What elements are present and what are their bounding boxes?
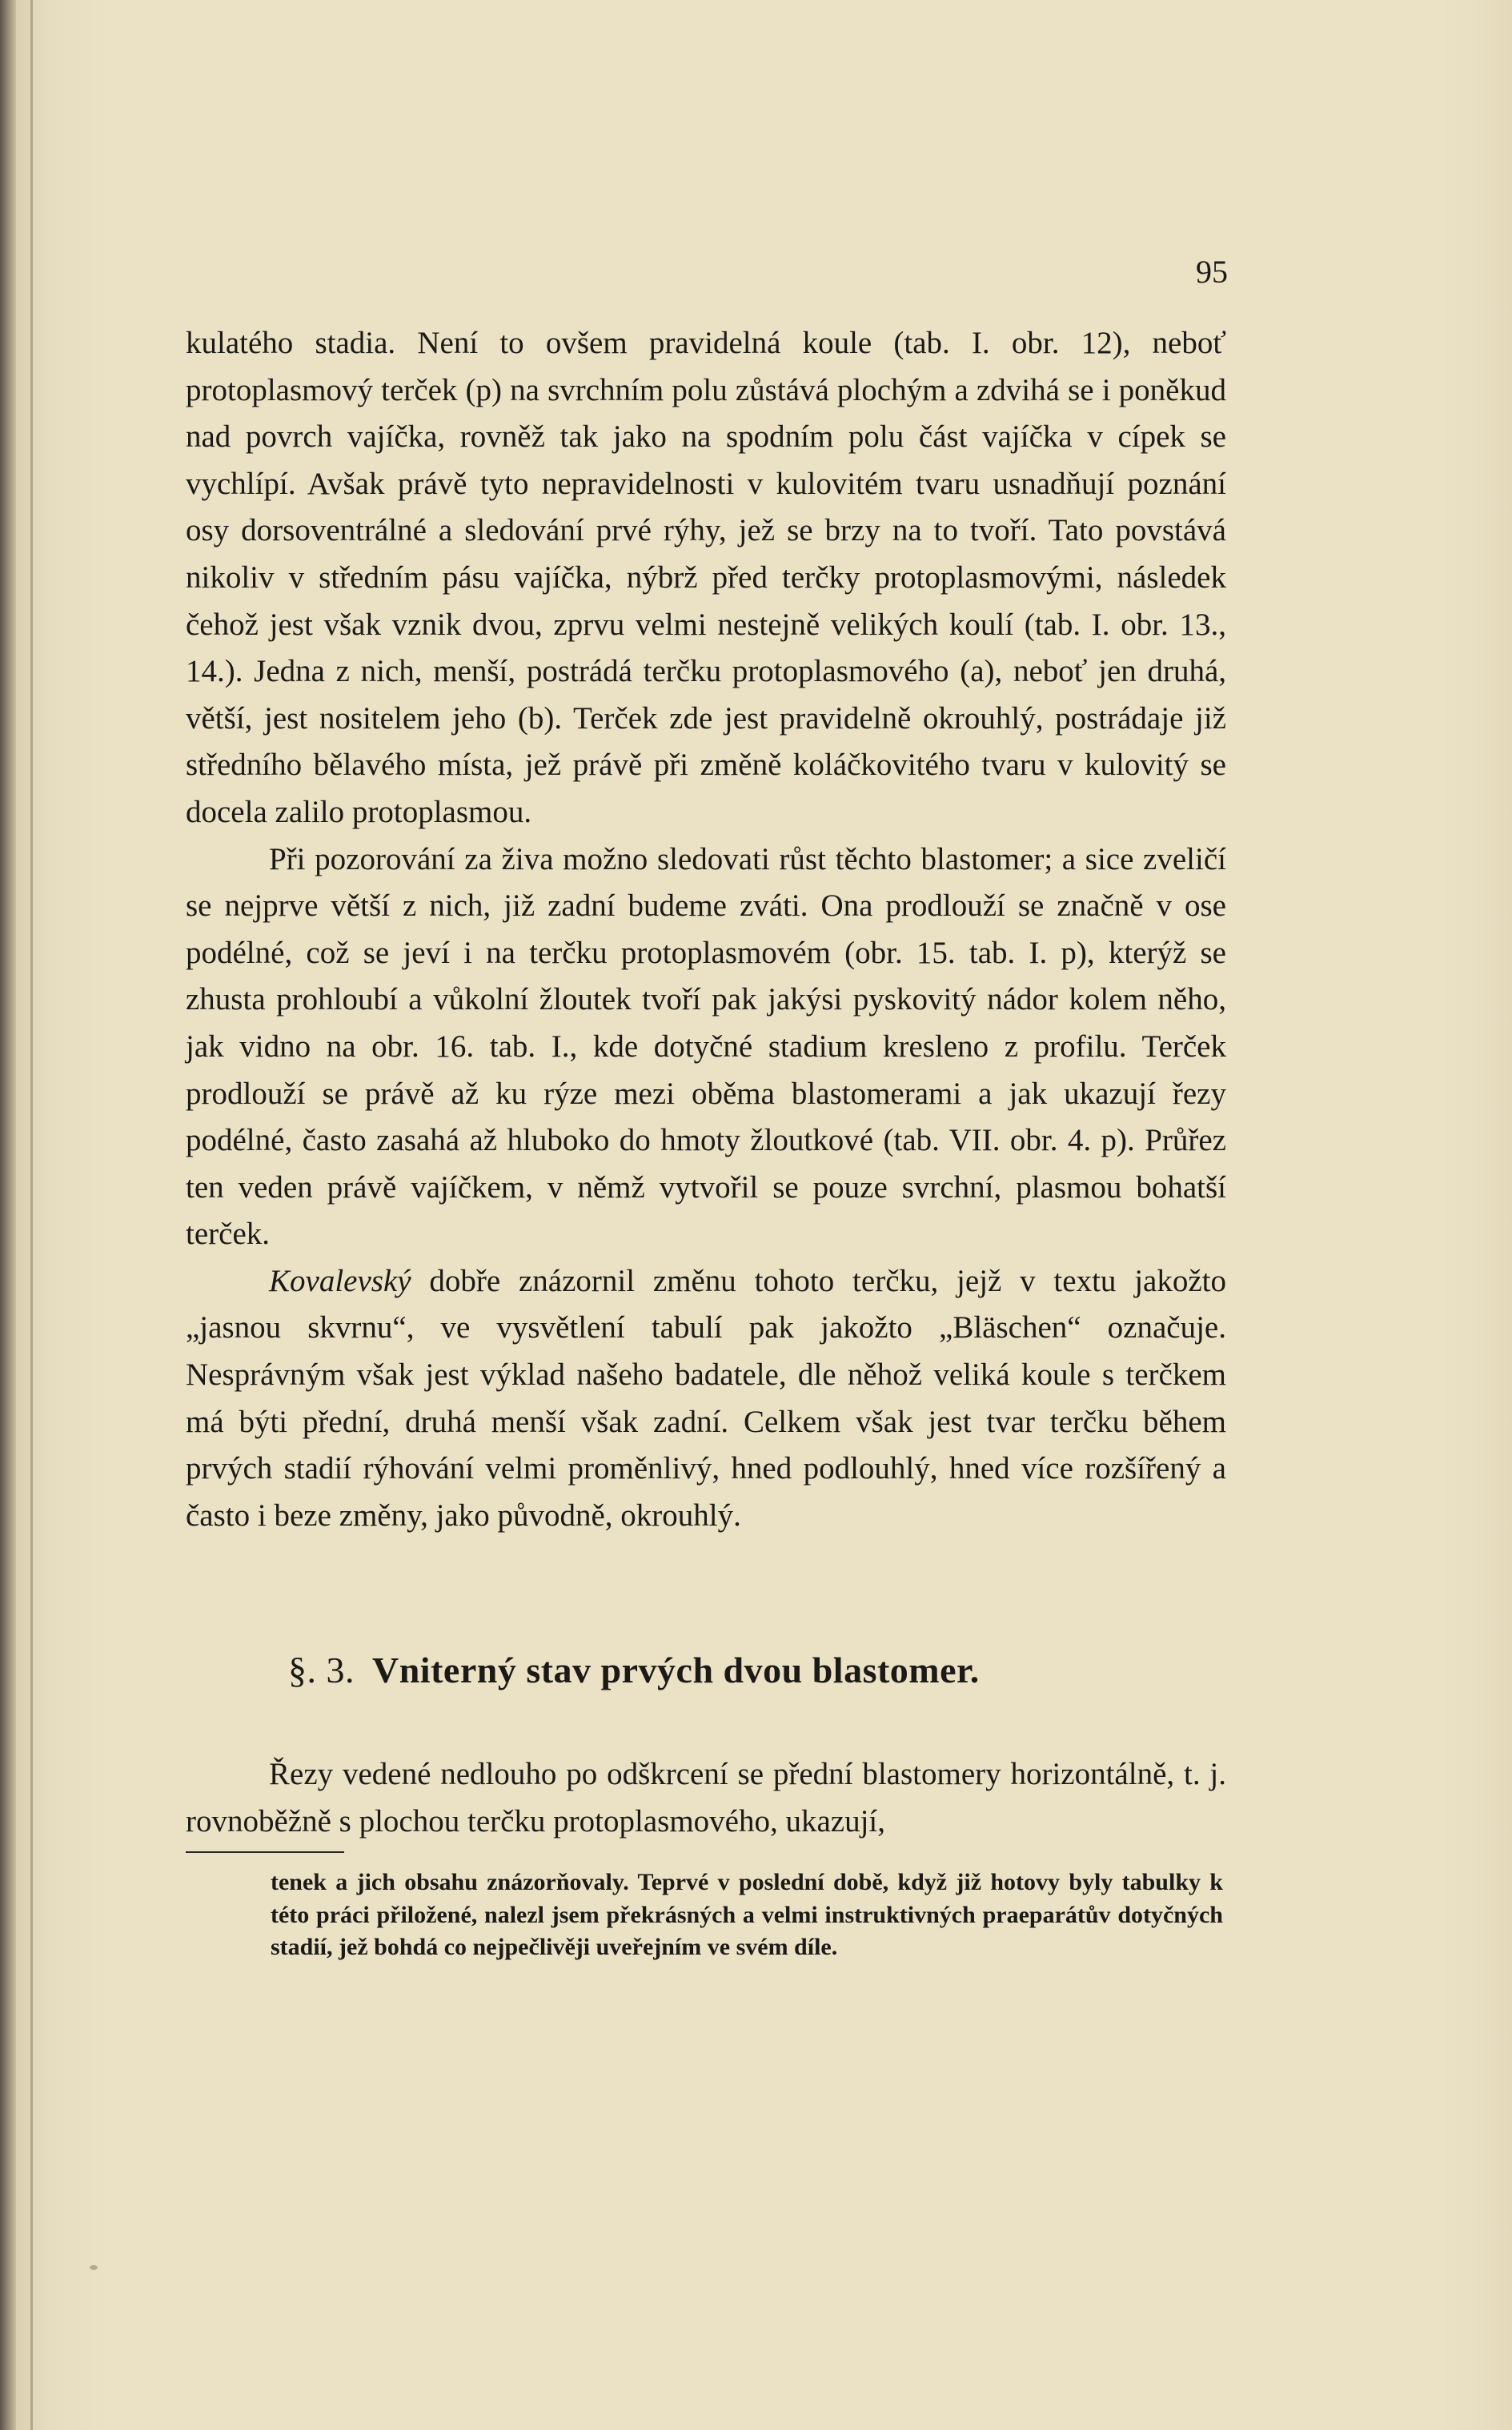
paragraph-2-text: Při pozorování za živa možno sledovati růst těchto blastomer; a sice zveličí se nejprve větší z nich, již zadní budeme zváti. Ona prodlouží se značně v ose podélné, což se jeví i na terčku protoplasmovém (obr. 15. tab. I. p), kterýž se zhusta prohloubí a vůkolní žloutek tvoří pak jakýsi pyskovitý nádor kolem něho, jak vidno na obr. 16. tab. I., kde dotyčné stadium kresleno z profilu. Terček prodlouží se právě až ku rýze mezi oběma blastomerami a jak ukazují řezy podélné, často zasahá až hluboko do hmoty žloutkové (tab. VII. obr. 4. p). Průřez ten veden právě vajíčkem, v němž vytvořil se pouze svrchní, plasmou bohatší terček.: [186, 841, 1226, 1252]
section-heading: [288, 1649, 980, 1691]
section-title: Vniterný stav prvých dvou blastomer.: [372, 1650, 980, 1690]
footnote: tenek a jich obsahu znázorňovaly. Teprvé v poslední době, když již hotovy byly tabulky k této práci přiložené, nalezl jsem překrásných a velmi instruktivných praeparátův dotyčných stadií, jež bohdá co nejpečlivěji uveřejním ve svém díle.: [271, 1869, 1223, 1960]
section-number: §. 3.: [288, 1650, 355, 1690]
book-binding-edge: [0, 0, 16, 2430]
author-name: Kovalevský: [269, 1263, 411, 1298]
page-fold-line: [30, 0, 33, 2430]
footnote-divider: [186, 1851, 344, 1853]
main-text-block: [186, 320, 1226, 1539]
section-opening-paragraph: Řezy vedené nedlouho po odškrcení se přední blastomery horizontálně, t. j. rovnoběžně s plochou terčku protoplasmového, ukazují,: [186, 1757, 1226, 1839]
paragraph-3-text: dobře znázornil změnu tohoto terčku, jejž v textu jakožto „jasnou skvrnu“, ve vysvětlení tabulí pak jakožto „Bläschen“ označuje. Nesprávným však jest výklad našeho badatele, dle něhož veliká koule s terčkem má býti přední, druhá menší však zadní. Celkem však jest tvar terčku během prvých stadií rýhování velmi proměnlivý, hned podlouhlý, hned více rozšířený a často i beze změny, jako původně, okrouhlý.: [186, 1263, 1226, 1533]
paragraph-1-text: kulatého stadia. Není to ovšem pravidelná koule (tab. I. obr. 12), neboť protoplasmový terček (p) na svrchním polu zůstává plochým a zdvihá se i poněkud nad povrch vajíčka, rovněž tak jako na spodním polu část vajíčka v cípek se vychlípí. Avšak právě tyto nepravidelnosti v kulovitém tvaru usnadňují poznání osy dorsoventrálné a sledování prvé rýhy, jež se brzy na to tvoří. Tato povstává nikoliv v středním pásu vajíčka, nýbrž před terčky protoplasmovými, následek čehož jest však vznik dvou, zprvu velmi nestejně velikých koulí (tab. I. obr. 13., 14.). Jedna z nich, menší, postrádá terčku protoplasmového (a), neboť jen druhá, větší, jest nositelem jeho (b). Terček zde jest pravidelně okrouhlý, postrádaje již středního bělavého místa, jež právě při změně koláčkovitého tvaru v kulovitý se docela zalilo protoplasmou.: [186, 326, 1226, 829]
paper-speck: [90, 2265, 98, 2270]
paragraph-2: [186, 836, 1226, 1258]
page-number: 95: [1196, 254, 1228, 290]
paragraph-3: [186, 1258, 1226, 1540]
paragraph-1: [186, 320, 1226, 836]
